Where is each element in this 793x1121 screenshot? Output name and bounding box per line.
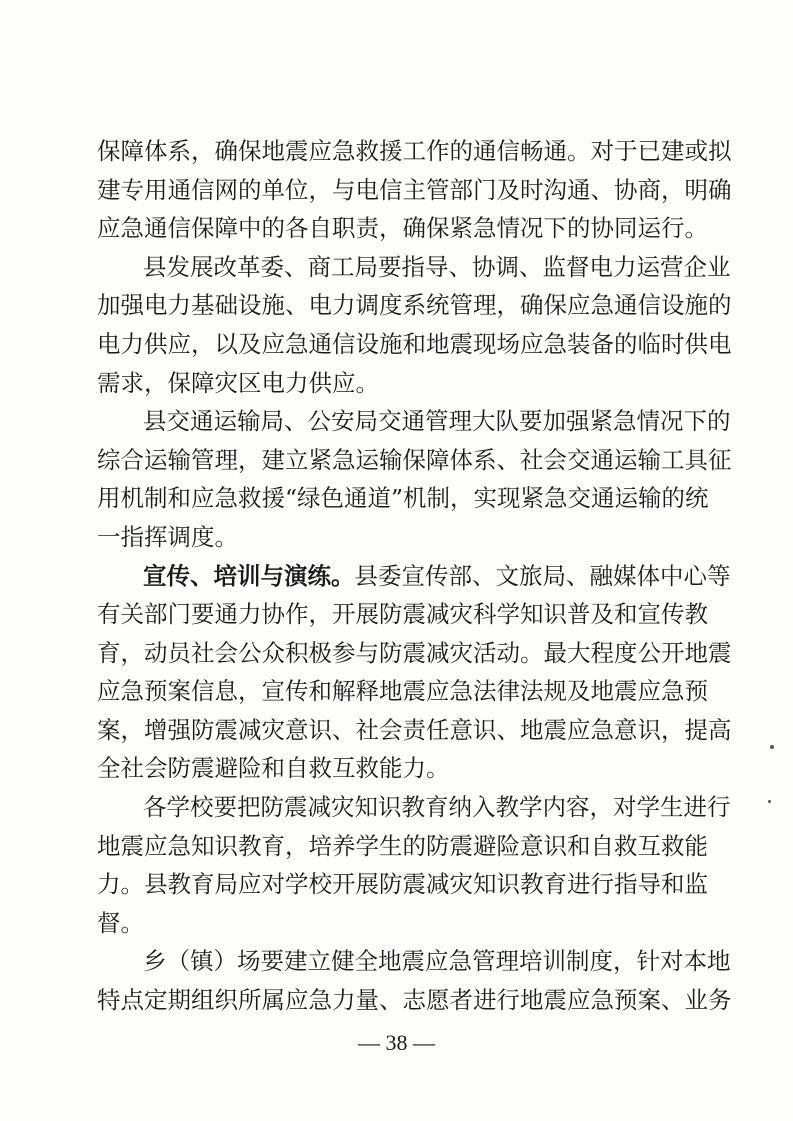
text-line: 案，增强防震减灾意识、社会责任意识、地震应急意识，提高 (97, 715, 732, 744)
text-line: 督。 (97, 908, 144, 937)
section-heading: 宣传、培训与演练。 (143, 561, 355, 590)
text-line: 一指挥调度。 (97, 522, 238, 551)
text-line: 县交通运输局、公安局交通管理大队要加强紧急情况下的 (143, 407, 731, 436)
text-line: 育，动员社会公众积极参与防震减灾活动。最大程度公开地震 (97, 638, 732, 667)
text-run: 县委宣传部、文旅局、融媒体中心等 (354, 561, 731, 590)
text-line: 综合运输管理，建立紧急运输保障体系、社会交通运输工具征 (97, 445, 732, 474)
scan-speck (768, 800, 771, 803)
text-line: 需求，保障灾区电力供应。 (97, 368, 379, 397)
text-line: 全社会防震避险和自救互救能力。 (97, 754, 450, 783)
text-line: 乡（镇）场要建立健全地震应急管理培训制度，针对本地 (143, 947, 731, 976)
text-line: 用机制和应急救援“绿色通道”机制，实现紧急交通运输的统 (97, 484, 709, 513)
text-line: 应急通信保障中的各自职责，确保紧急情况下的协同运行。 (97, 214, 708, 243)
scan-speck (770, 745, 774, 749)
page-number: — 38 — (358, 1030, 435, 1055)
text-line: 电力供应，以及应急通信设施和地震现场应急装备的临时供电 (97, 329, 732, 358)
text-line: 特点定期组织所属应急力量、志愿者进行地震应急预案、业务 (97, 986, 732, 1014)
text-line: 力。县教育局应对学校开展防震减灾知识教育进行指导和监 (97, 870, 708, 899)
text-line: 县发展改革委、商工局要指导、协调、监督电力运营企业 (143, 252, 731, 281)
text-line: 地震应急知识教育，培养学生的防震避险意识和自救互救能 (97, 831, 708, 860)
text-line: 应急预案信息，宣传和解释地震应急法律法规及地震应急预 (97, 677, 708, 706)
text-line: 有关部门要通力协作，开展防震减灾科学知识普及和宣传教 (97, 600, 708, 629)
section-heading-line (143, 556, 731, 596)
text-line: 加强电力基础设施、电力调度系统管理，确保应急通信设施的 (97, 291, 732, 320)
text-line: 保障体系，确保地震应急救援工作的通信畅通。对于已建或拟 (97, 137, 732, 165)
text-line: 建专用通信网的单位，与电信主管部门及时沟通、协商，明确 (97, 175, 732, 204)
text-line: 各学校要把防震减灾知识教育纳入教学内容，对学生进行 (143, 793, 731, 822)
